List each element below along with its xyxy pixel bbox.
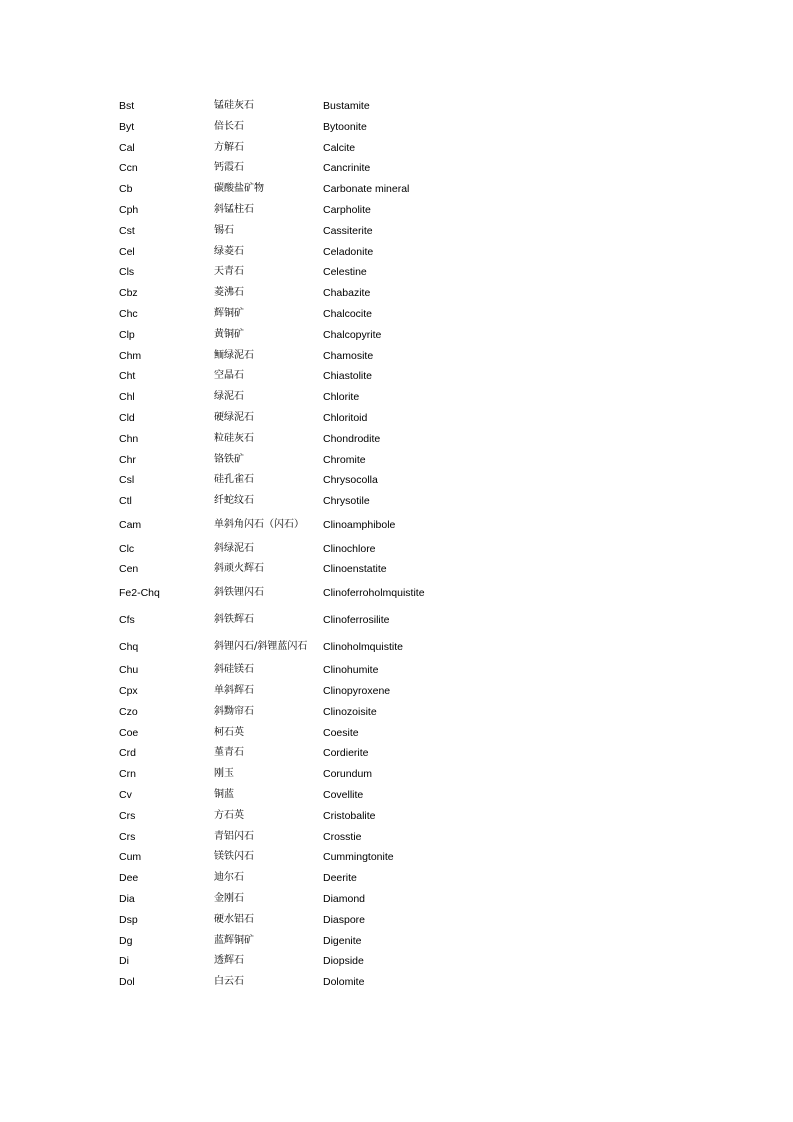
mineral-chinese-name: 透辉石 <box>214 955 244 967</box>
mineral-chinese-name: 斜顽火辉石 <box>214 563 264 575</box>
table-row <box>119 607 519 634</box>
mineral-chinese-name: 斜硅镁石 <box>214 664 254 676</box>
mineral-english-name: Chrysocolla <box>323 474 378 487</box>
table-row <box>119 910 519 931</box>
mineral-abbreviation: Di <box>119 955 129 968</box>
table-row <box>119 138 519 159</box>
mineral-abbreviation: Cpx <box>119 685 138 698</box>
mineral-chinese-name: 锡石 <box>214 224 234 236</box>
mineral-english-name: Chiastolite <box>323 370 373 383</box>
mineral-english-name: Chabazite <box>323 287 371 300</box>
mineral-english-name: Celestine <box>323 266 367 279</box>
table-row <box>119 847 519 868</box>
mineral-abbreviation: Csl <box>119 474 135 487</box>
mineral-chinese-name: 斜锰柱石 <box>214 203 254 215</box>
mineral-abbreviation: Cbz <box>119 287 138 300</box>
table-row <box>119 262 519 283</box>
mineral-chinese-name: 辉铜矿 <box>214 307 244 319</box>
table-row <box>119 387 519 408</box>
mineral-chinese-name: 鲕绿泥石 <box>214 349 254 361</box>
table-row <box>119 951 519 972</box>
mineral-abbreviation: Cen <box>119 563 139 576</box>
mineral-abbreviation: Cph <box>119 203 139 216</box>
mineral-english-name: Chromite <box>323 453 366 466</box>
mineral-abbreviation: Cam <box>119 518 142 531</box>
mineral-chinese-name: 硬绿泥石 <box>214 411 254 423</box>
mineral-english-name: Clinoenstatite <box>323 563 387 576</box>
mineral-english-name: Cordierite <box>323 747 369 760</box>
mineral-chinese-name: 单斜角闪石（闪石） <box>214 518 304 530</box>
mineral-english-name: Chlorite <box>323 391 360 404</box>
mineral-abbreviation: Crs <box>119 809 136 822</box>
mineral-english-name: Bustamite <box>323 100 370 112</box>
table-row <box>119 512 519 539</box>
mineral-english-name: Clinoferroholmquistite <box>323 587 425 600</box>
mineral-english-name: Chalcopyrite <box>323 328 382 341</box>
mineral-english-name: Diamond <box>323 893 366 906</box>
mineral-chinese-name: 刚玉 <box>214 768 234 780</box>
mineral-english-name: Clinozoisite <box>323 705 377 718</box>
mineral-abbreviation: Chm <box>119 349 142 362</box>
mineral-english-name: Clinohumite <box>323 664 379 677</box>
mineral-abbreviation: Crn <box>119 768 136 781</box>
table-row <box>119 806 519 827</box>
table-row <box>119 931 519 952</box>
mineral-english-name: Diaspore <box>323 913 366 926</box>
mineral-chinese-name: 柯石英 <box>214 726 244 738</box>
mineral-english-name: Diopside <box>323 955 364 968</box>
table-row <box>119 743 519 764</box>
mineral-chinese-name: 纤蛇纹石 <box>214 495 254 507</box>
mineral-chinese-name: 青铝闪石 <box>214 830 254 842</box>
mineral-abbreviation: Ccn <box>119 162 138 175</box>
mineral-chinese-name: 空晶石 <box>214 370 244 382</box>
table-row <box>119 634 519 661</box>
mineral-chinese-name: 斜绿泥石 <box>214 542 254 554</box>
mineral-chinese-name: 斜黝帘石 <box>214 705 254 717</box>
mineral-english-name: Bytoonite <box>323 120 367 133</box>
mineral-english-name: Clinoholmquistite <box>323 640 403 653</box>
mineral-chinese-name: 倍长石 <box>214 120 244 132</box>
mineral-english-name: Chloritoid <box>323 411 368 424</box>
mineral-abbreviation: Chn <box>119 432 139 445</box>
mineral-abbreviation: Coe <box>119 726 139 739</box>
mineral-english-name: Crosstie <box>323 830 362 843</box>
mineral-chinese-name: 绿菱石 <box>214 245 244 257</box>
table-row <box>119 972 519 993</box>
table-row <box>119 681 519 702</box>
mineral-abbreviation: Byt <box>119 120 135 133</box>
table-row <box>119 200 519 221</box>
mineral-english-name: Cristobalite <box>323 809 376 822</box>
mineral-abbreviation: Clp <box>119 328 135 341</box>
table-row <box>119 764 519 785</box>
mineral-abbreviation: Dg <box>119 934 133 947</box>
table-row <box>119 827 519 848</box>
mineral-abbreviation: Cfs <box>119 613 135 626</box>
mineral-abbreviation: Cld <box>119 411 135 424</box>
table-row <box>119 366 519 387</box>
table-row <box>119 429 519 450</box>
mineral-english-name: Celadonite <box>323 245 374 258</box>
mineral-abbreviation: Clc <box>119 542 135 555</box>
table-row <box>119 242 519 263</box>
mineral-chinese-name: 天青石 <box>214 266 244 278</box>
mineral-abbreviation: Cv <box>119 789 132 802</box>
mineral-chinese-name: 方石英 <box>214 809 244 821</box>
mineral-abbreviation: Ctl <box>119 495 132 508</box>
mineral-chinese-name: 钙霞石 <box>214 162 244 174</box>
mineral-english-name: Chamosite <box>323 349 374 362</box>
mineral-english-name: Coesite <box>323 726 359 739</box>
table-row <box>119 702 519 723</box>
mineral-abbreviation-table <box>119 96 519 993</box>
mineral-chinese-name: 迪尔石 <box>214 872 244 884</box>
mineral-chinese-name: 绿泥石 <box>214 391 244 403</box>
mineral-chinese-name: 铬铁矿 <box>214 453 244 465</box>
mineral-chinese-name: 斜铁辉石 <box>214 613 254 625</box>
mineral-english-name: Corundum <box>323 768 373 781</box>
table-row <box>119 559 519 580</box>
table-row <box>119 539 519 560</box>
mineral-english-name: Cancrinite <box>323 162 371 175</box>
table-row <box>119 470 519 491</box>
table-row <box>119 158 519 179</box>
mineral-english-name: Cassiterite <box>323 224 373 237</box>
mineral-chinese-name: 粒硅灰石 <box>214 432 254 444</box>
mineral-abbreviation: Chq <box>119 640 139 653</box>
mineral-english-name: Clinoferrosilite <box>323 613 390 626</box>
table-row <box>119 179 519 200</box>
mineral-abbreviation: Cel <box>119 245 135 258</box>
mineral-english-name: Chrysotile <box>323 495 370 508</box>
mineral-english-name: Cummingtonite <box>323 851 394 864</box>
mineral-english-name: Clinochlore <box>323 542 376 555</box>
mineral-abbreviation: Dia <box>119 893 135 906</box>
mineral-abbreviation: Dsp <box>119 913 138 926</box>
mineral-english-name: Carbonate mineral <box>323 183 410 196</box>
table-row <box>119 221 519 242</box>
mineral-english-name: Chondrodite <box>323 432 381 445</box>
mineral-abbreviation: Cst <box>119 224 135 237</box>
table-row <box>119 117 519 138</box>
mineral-abbreviation: Cht <box>119 370 136 383</box>
mineral-chinese-name: 硅孔雀石 <box>214 474 254 486</box>
table-row <box>119 325 519 346</box>
mineral-chinese-name: 镁铁闪石 <box>214 851 254 863</box>
mineral-abbreviation: Cum <box>119 851 142 864</box>
table-row <box>119 96 519 117</box>
mineral-chinese-name: 方解石 <box>214 141 244 153</box>
mineral-chinese-name: 堇青石 <box>214 747 244 759</box>
mineral-abbreviation: Dee <box>119 872 139 885</box>
mineral-english-name: Calcite <box>323 141 356 154</box>
mineral-abbreviation: Fe2-Chq <box>119 587 160 600</box>
mineral-abbreviation: Dol <box>119 976 135 989</box>
table-row <box>119 723 519 744</box>
mineral-chinese-name: 斜锂闪石/斜锂蓝闪石 <box>214 640 308 652</box>
mineral-chinese-name: 白云石 <box>214 976 244 988</box>
mineral-abbreviation: Cb <box>119 183 133 196</box>
mineral-chinese-name: 黄铜矿 <box>214 328 244 340</box>
table-row <box>119 346 519 367</box>
table-row <box>119 785 519 806</box>
mineral-chinese-name: 菱沸石 <box>214 287 244 299</box>
mineral-abbreviation: Cls <box>119 266 135 279</box>
table-row <box>119 304 519 325</box>
mineral-chinese-name: 蓝辉铜矿 <box>214 934 254 946</box>
mineral-chinese-name: 金刚石 <box>214 893 244 905</box>
mineral-chinese-name: 单斜辉石 <box>214 685 254 697</box>
mineral-chinese-name: 铜蓝 <box>214 789 234 801</box>
table-row <box>119 491 519 512</box>
mineral-chinese-name: 斜铁锂闪石 <box>214 587 264 599</box>
mineral-abbreviation: Chu <box>119 664 139 677</box>
mineral-chinese-name: 碳酸盐矿物 <box>214 183 264 195</box>
mineral-abbreviation: Cal <box>119 141 135 154</box>
mineral-abbreviation: Crd <box>119 747 136 760</box>
mineral-abbreviation: Chl <box>119 391 135 404</box>
mineral-abbreviation: Crs <box>119 830 136 843</box>
table-row <box>119 408 519 429</box>
mineral-abbreviation: Chc <box>119 307 138 320</box>
mineral-english-name: Digenite <box>323 934 362 947</box>
table-row <box>119 580 519 607</box>
mineral-abbreviation: Czo <box>119 705 138 718</box>
mineral-english-name: Covellite <box>323 789 364 802</box>
mineral-english-name: Deerite <box>323 872 357 885</box>
mineral-english-name: Dolomite <box>323 976 365 989</box>
table-row <box>119 868 519 889</box>
table-row <box>119 889 519 910</box>
mineral-abbreviation: Bst <box>119 100 135 112</box>
table-row <box>119 660 519 681</box>
mineral-english-name: Clinopyroxene <box>323 685 391 698</box>
mineral-english-name: Carpholite <box>323 203 371 216</box>
mineral-english-name: Clinoamphibole <box>323 518 396 531</box>
mineral-chinese-name: 锰硅灰石 <box>214 100 254 111</box>
table-row <box>119 450 519 471</box>
mineral-abbreviation: Chr <box>119 453 136 466</box>
table-row <box>119 283 519 304</box>
mineral-english-name: Chalcocite <box>323 307 373 320</box>
mineral-chinese-name: 硬水铝石 <box>214 913 254 925</box>
